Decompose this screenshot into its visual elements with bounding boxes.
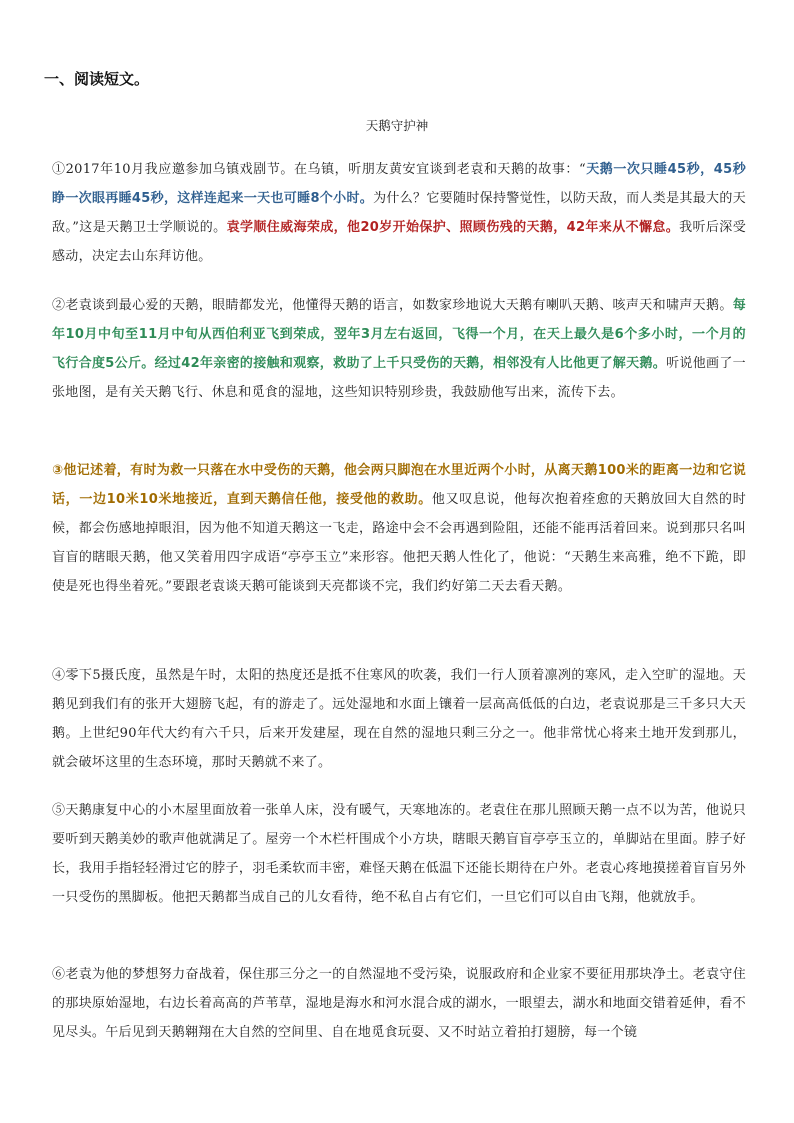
paragraph-2 xyxy=(52,291,746,407)
p4-text: ④零下5摄氏度，虽然是午时，太阳的热度还是抵不住寒风的吹袭，我们一行人顶着凛冽的寒风，走入空旷的湿地。天鹅见到我们有的张开大翅膀飞起，有的游走了。远处湿地和水面上镶着一层高高低低的白边，老袁说那是三千多只大天鹅。上世纪90年代大约有六千只，后来开发建屋，现在自然的湿地只剩三分之一。他非常忧心将来土地开发到那儿，就会破坏这里的生态环境，那时天鹅就不来了。 xyxy=(52,668,746,770)
p6-text: ⑥老袁为他的梦想努力奋战着，保住那三分之一的自然湿地不受污染，说服政府和企业家不要征用那块净土。老袁守住的那块原始湿地，右边长着高高的芦苇草，湿地是海水和河水混合成的湖水，一眼望去，湖水和地面交错着延伸，看不见尽头。午后见到天鹅翱翔在大自然的空间里、自在地觅食玩耍、又不时站立着拍打翅膀，每一个镜 xyxy=(52,967,746,1040)
p3-text-b: 他又叹息说，他每次抱着痊愈的天鹅放回大自然的时候，都会伤感地掉眼泪，因为他不知道天鹅这一飞走，路途中会不会再遇到险阻，还能不能再活着回来。说到那只名叫盲盲的瞎眼天鹅，他又笑着用四字成语“亭亭玉立”来形容。他把天鹅人性化了，他说：“天鹅生来高雅，绝不下跪，即使是死也得坐着死。”要跟老袁谈天鹅可能谈到天亮都谈不完，我们约好第二天去看天鹅。 xyxy=(52,492,746,594)
p1-text-a: ①2017年10月我应邀参加乌镇戏剧节。在乌镇，听朋友黄安宜谈到老袁和天鹅的故事：“ xyxy=(52,162,586,177)
p1-highlight-red: 袁学顺住威海荣成，他20岁开始保护、照顾伤残的天鹅，42年来从不懈怠。 xyxy=(226,220,680,235)
section-heading: 一、阅读短文。 xyxy=(44,70,150,88)
paragraph-4 xyxy=(52,661,746,777)
paragraph-6 xyxy=(52,960,746,1047)
paragraph-5 xyxy=(52,796,746,912)
paragraph-3 xyxy=(52,456,746,601)
p1-highlight-blue: 天鹅一次只睡45秒，45秒睁一次眼再睡45秒，这样连起来一天也可睡8个小时。 xyxy=(52,162,746,206)
p1-text-e: 我听后深受感动，决定去山东拜访他。 xyxy=(52,220,746,264)
p5-text: ⑤天鹅康复中心的小木屋里面放着一张单人床，没有暖气，天寒地冻的。老袁住在那儿照顾天鹅一点不以为苦，他说只要听到天鹅美妙的歌声他就满足了。屋旁一个木栏杆围成个小方块，瞎眼天鹅盲盲亭亭玉立的，单脚站在里面。脖子好长，我用手指轻轻滑过它的脖子，羽毛柔软而丰密，难怪天鹅在低温下还能长期待在户外。老袁心疼地摸搓着盲盲另外一只受伤的黑脚板。他把天鹅都当成自己的儿女看待，绝不私自占有它们，一旦它们可以自由飞翔，他就放手。 xyxy=(52,803,746,905)
p2-highlight-green: 每年10月中旬至11月中旬从西伯利亚飞到荣成，翌年3月左右返回，飞得一个月，在天上最久是6个多小时，一个月的飞行合度5公斤。经过42年亲密的接触和观察，救助了上千只受伤的天鹅，相邻没有人比他更了解天鹅。 xyxy=(52,298,746,371)
article-title: 天鹅守护神 xyxy=(365,118,429,133)
paragraph-1 xyxy=(52,155,746,271)
p3-highlight-gold: ③他记述着，有时为救一只落在水中受伤的天鹅，他会两只脚泡在水里近两个小时，从离天鹅100米的距离一边和它说话，一边10米10米地接近，直到天鹅信任他，接受他的救助。 xyxy=(52,463,746,507)
p2-text-a: ②老袁谈到最心爱的天鹅，眼睛都发光，他懂得天鹅的语言，如数家珍地说大天鹅有喇叭天鹅、咳声天和啸声天鹅。 xyxy=(52,298,733,313)
p2-text-c: 听说他画了一张地图，是有关天鹅飞行、休息和觅食的湿地，这些知识特别珍贵，我鼓励他写出来，流传下去。 xyxy=(52,356,746,400)
p1-text-c: 为什么？它要随时保持警觉性，以防天敌，而人类是其最大的天敌。”这是天鹅卫士学顺说的。 xyxy=(52,191,746,235)
